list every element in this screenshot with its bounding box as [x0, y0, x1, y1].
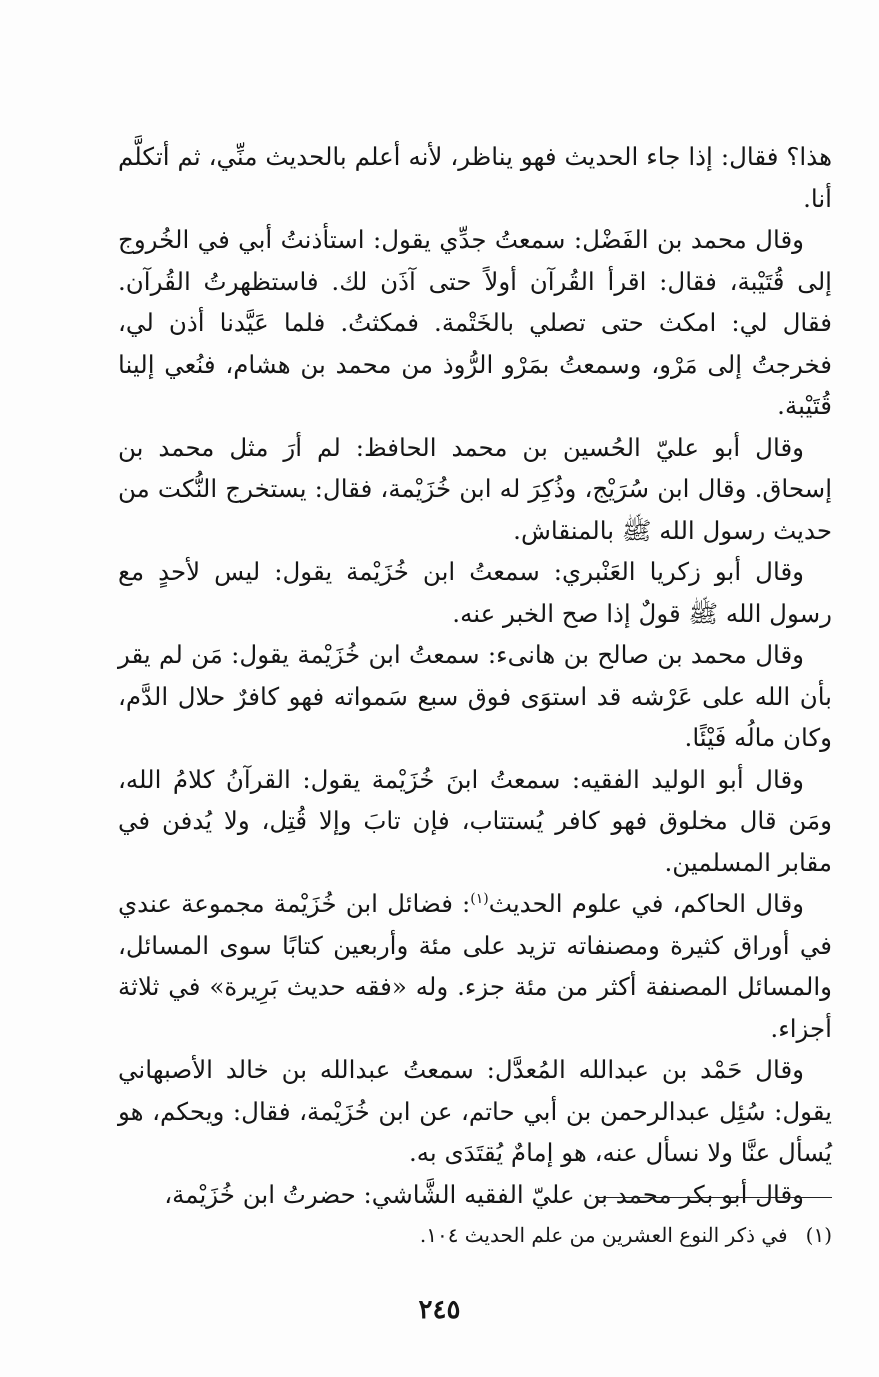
paragraph-5: وقال محمد بن صالح بن هانىء: سمعتُ ابن خُزَيْمة يقول: مَن لم يقر بأن الله على عَرْشه قد استوَى فوق سبع سَمواته فهو كافرٌ حلال الدَّم، وكان مالُه فَيْئًا. — [118, 640, 832, 752]
paragraph-3: وقال أبو عليّ الحُسين بن محمد الحافظ: لم أرَ مثل محمد بن إسحاق. وقال ابن سُرَيْج، وذُكِرَ له ابن خُزَيْمة، فقال: يستخرج النُّكت من حديث رسول الله ﷺ بالمنقاش. — [118, 432, 832, 545]
page-number: ٢٤٥ — [418, 1295, 461, 1325]
footnote-reference-mark[interactable]: (١) — [470, 890, 489, 907]
paragraph-7-lead: وقال الحاكم، في علوم الحديث — [488, 889, 805, 918]
paragraph-7 — [118, 883, 832, 1049]
footnote — [118, 1220, 832, 1250]
paragraph-1: هذا؟ فقال: إذا جاء الحديث فهو يناظر، لأنه أعلم بالحديث منِّي، ثم أتكلَّم أنا. — [118, 142, 832, 213]
paragraph-6: وقال أبو الوليد الفقيه: سمعتُ ابنَ خُزَيْمة يقول: القرآنُ كلامُ الله، ومَن قال مخلوق فهو كافر يُستتاب، فإن تابَ وإلا قُتِل، ولا يُدفن في مقابر المسلمين. — [118, 764, 832, 877]
footnote-separator — [595, 1197, 832, 1198]
paragraph-4: وقال أبو زكريا العَنْبري: سمعتُ ابن خُزَيْمة يقول: ليس لأحدٍ مع رسول الله ﷺ قولٌ إذا صح الخبر عنه. — [118, 557, 832, 628]
footnote-number: (١) — [805, 1223, 832, 1247]
body-text — [118, 136, 832, 1215]
paragraph-2: وقال محمد بن الفَضْل: سمعتُ جدِّي يقول: استأذنتُ أبي في الخُروج إلى قُتَيْبة، فقال: اقرأ القُرآن أولاً حتى آذَن لك. فاستظهرتُ القُرآن. فقال لي: امكث حتى تصلي بالخَتْمة. فمكثتُ. فلما عَيَّدنا أذن لي، فخرجتُ إلى مَرْو، وسمعتُ بمَرْو الرُّوذ من محمد بن هشام، فنُعي إلينا قُتَيْبة. — [118, 225, 832, 420]
paragraph-9: وقال أبو بكر محمد بن عليّ الفقيه الشَّاشي: حضرتُ ابن خُزَيْمة، — [164, 1179, 804, 1209]
paragraph-7-rest: : فضائل ابن خُزَيْمة مجموعة عندي في أوراق كثيرة ومصنفاته تزيد على مئة وأربعين كتابًا سوى المسائل، والمسائل المصنفة أكثر من مئة جزء. وله «فقه حديث بَرِيرة» في ثلاثة أجزاء. — [118, 889, 832, 1043]
paragraph-8: وقال حَمْد بن عبدالله المُعدَّل: سمعتُ عبدالله بن خالد الأصبهاني يقول: سُئِل عبدالرحمن بن أبي حاتم، عن ابن خُزَيْمة، فقال: ويحكم، هو يُسأل عنَّا ولا نسأل عنه، هو إمامٌ يُقتَدَى به. — [118, 1055, 832, 1167]
footnote-text: في ذكر النوع العشرين من علم الحديث ١٠٤. — [419, 1223, 788, 1247]
